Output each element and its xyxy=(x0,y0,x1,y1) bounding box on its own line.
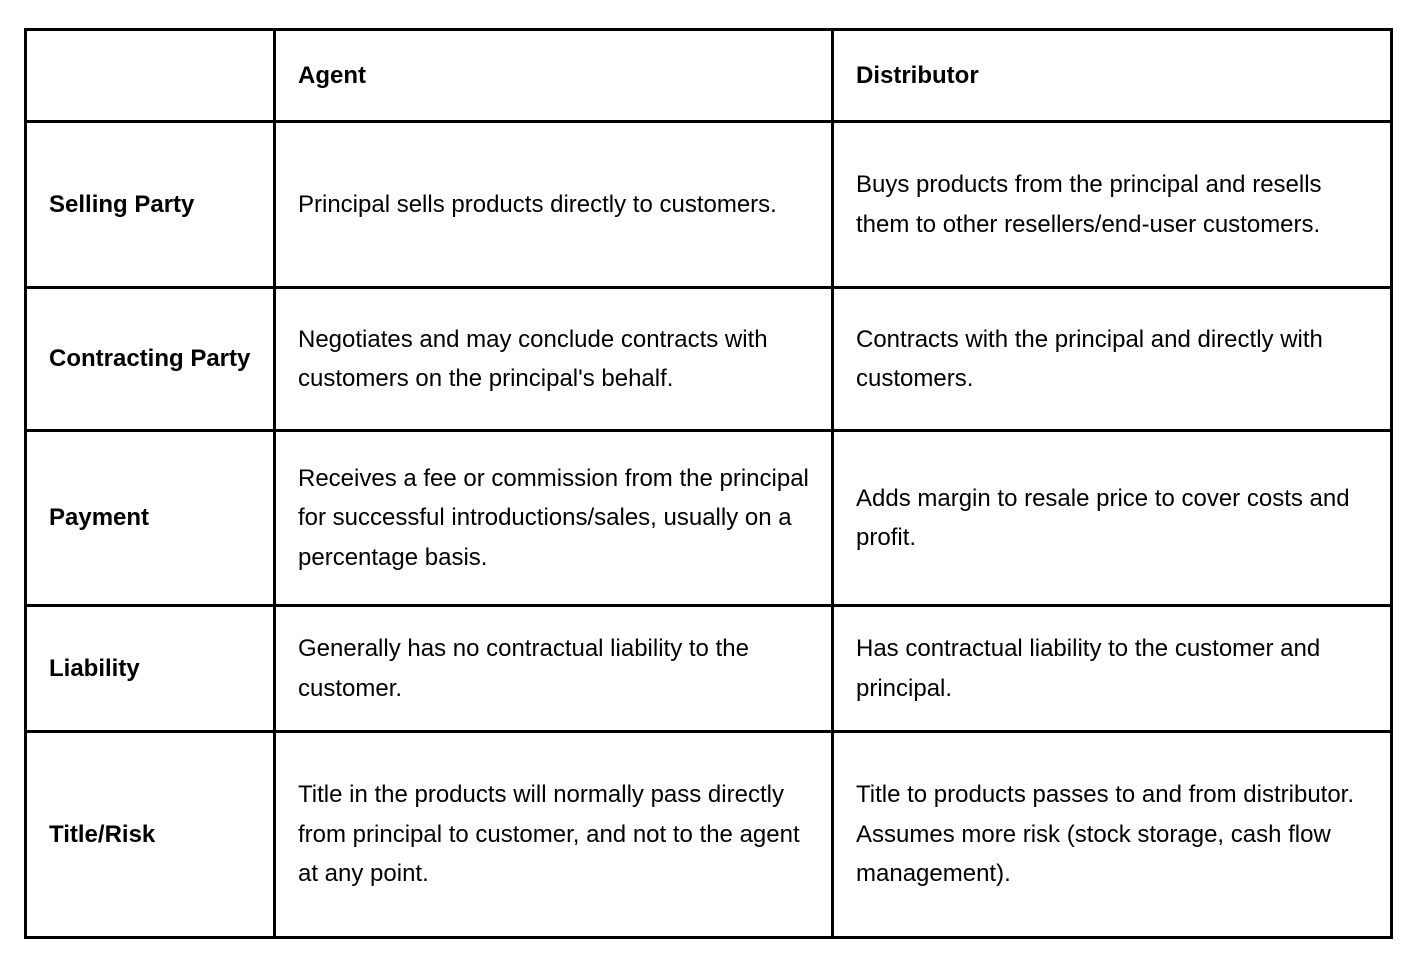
distributor-risk-line: Assumes more risk (stock storage, cash flow management). xyxy=(856,820,1331,888)
corner-cell xyxy=(26,30,275,122)
distributor-cell-selling-party: Buys products from the principal and resells them to other resellers/end-user customers. xyxy=(833,122,1392,288)
row-label-contracting-party: Contracting Party xyxy=(26,288,275,431)
row-label-liability: Liability xyxy=(26,606,275,732)
agent-cell-title-risk: Title in the products will normally pass directly from principal to customer, and not to the agent at any point. xyxy=(275,732,833,938)
row-label-title-risk: Title/Risk xyxy=(26,732,275,938)
agent-cell-selling-party: Principal sells products directly to customers. xyxy=(275,122,833,288)
distributor-cell-liability: Has contractual liability to the customer and principal. xyxy=(833,606,1392,732)
table-row-payment xyxy=(26,431,1392,606)
row-label-selling-party: Selling Party xyxy=(26,122,275,288)
table-row-liability xyxy=(26,606,1392,732)
agent-cell-contracting-party: Negotiates and may conclude contracts with customers on the principal's behalf. xyxy=(275,288,833,431)
agent-vs-distributor-table xyxy=(24,28,1393,939)
distributor-cell-payment: Adds margin to resale price to cover costs and profit. xyxy=(833,431,1392,606)
table-row-title-risk xyxy=(26,732,1392,938)
distributor-cell-contracting-party: Contracts with the principal and directly with customers. xyxy=(833,288,1392,431)
agent-cell-payment: Receives a fee or commission from the principal for successful introductions/sales, usually on a percentage basis. xyxy=(275,431,833,606)
distributor-title-line: Title to products passes to and from distributor. xyxy=(856,781,1355,809)
distributor-cell-title-risk xyxy=(833,732,1392,938)
agent-column-header: Agent xyxy=(275,30,833,122)
row-label-payment: Payment xyxy=(26,431,275,606)
comparison-table-wrapper xyxy=(24,28,1393,939)
table-row-contracting-party xyxy=(26,288,1392,431)
table-row-selling-party xyxy=(26,122,1392,288)
header-row xyxy=(26,30,1392,122)
agent-cell-liability: Generally has no contractual liability to the customer. xyxy=(275,606,833,732)
distributor-column-header: Distributor xyxy=(833,30,1392,122)
